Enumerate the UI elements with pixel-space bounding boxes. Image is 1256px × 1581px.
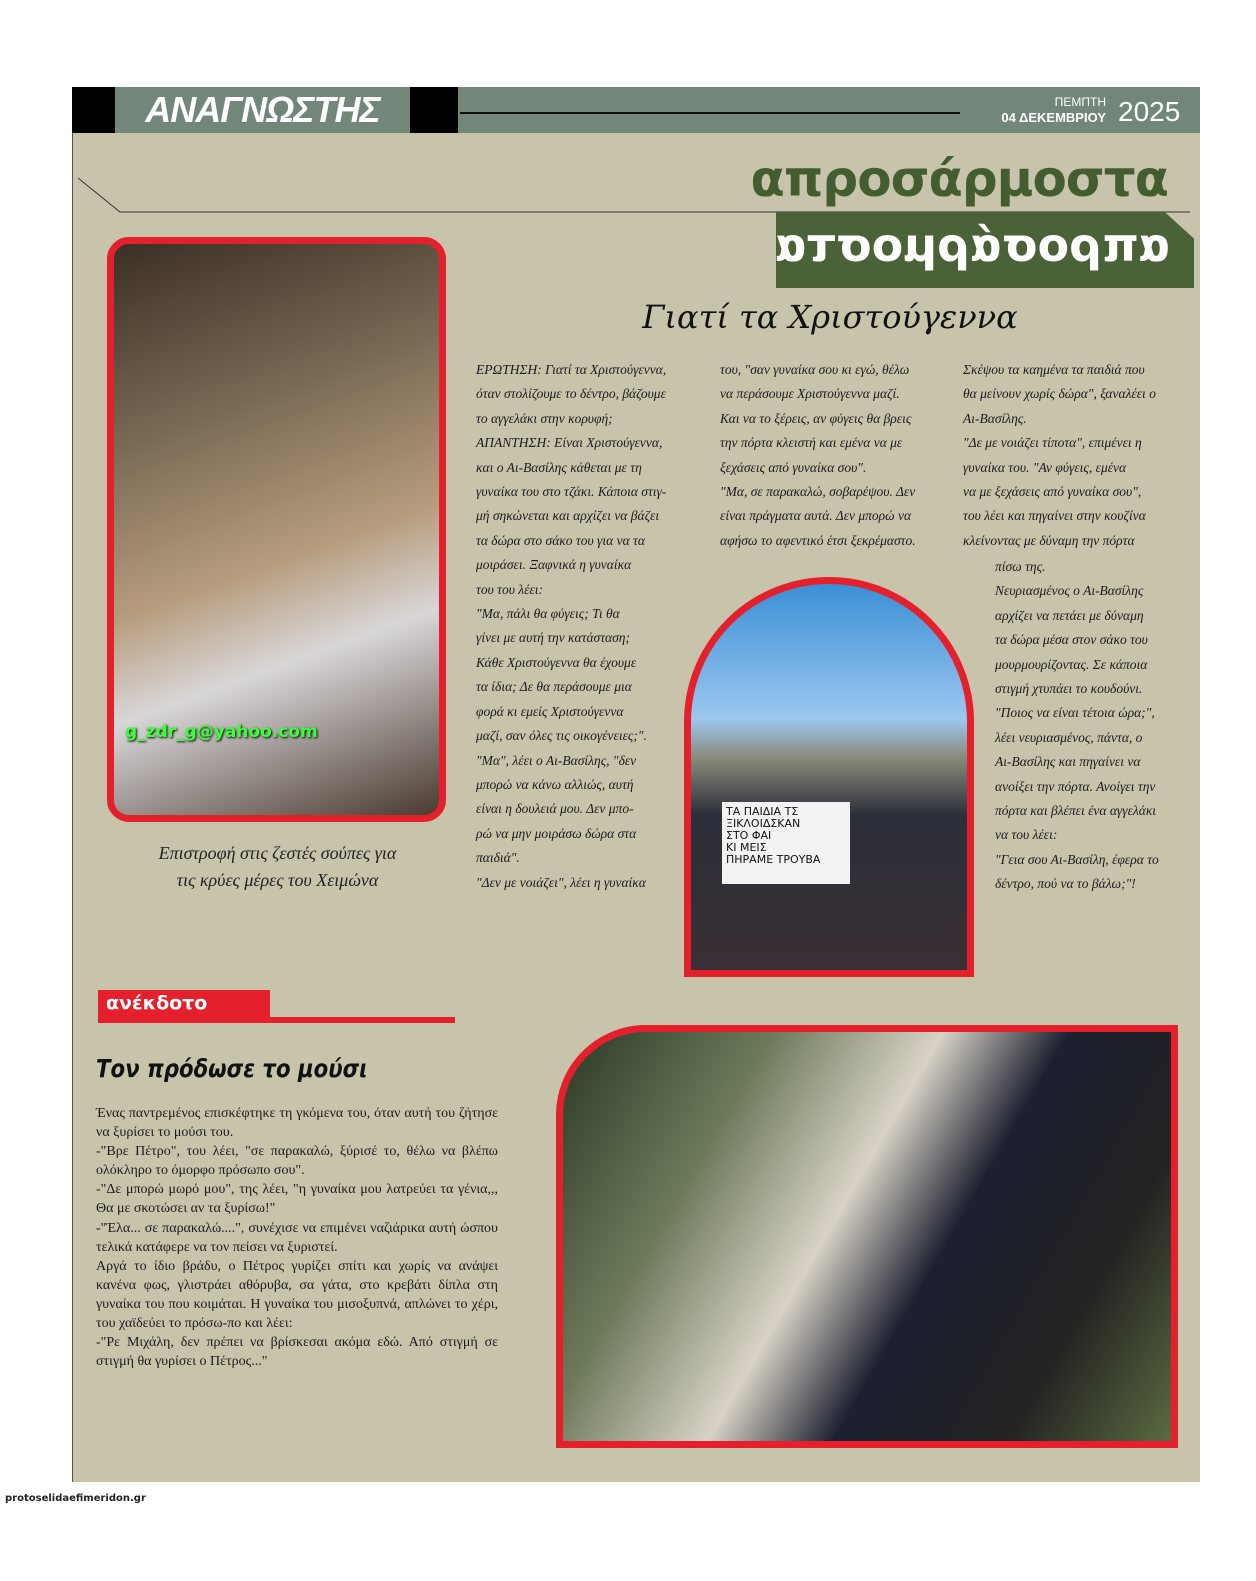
header-block-left xyxy=(72,87,115,133)
header-divider xyxy=(460,112,960,114)
joke-paragraph: -"Δε μπορώ μωρό μου", της λέει, "η γυναίκα μου λατρεύει τα γένια,,, Θα με σκοτώσει αν τα ξυρίσω!" xyxy=(96,1182,498,1217)
article-column-2: του, "σαν γυναίκα σου κι εγώ, θέλω να περάσουμε Χριστούγεννα μαζί. Και να το ξέρεις, αν φύγεις θα βρεις την πόρτα κλειστή και εμένα να με ξεχάσεις από γυναίκα σου". "Μα, σε παρακαλώ, σοβαρέψου. Δεν είναι πράγματα αυτά. Δεν μπορώ να αφήσω το αφεντικό έτσι ξεκρέμαστο. xyxy=(720,362,916,548)
joke-section-tab: ανέκδοτο xyxy=(98,990,270,1020)
joke-paragraph: Αργά το ίδιο βράδυ, ο Πέτρος γυρίζει σπίτι και χωρίς να ανάψει κανένα φως, γλιστράει αθόρυβα, σα γάτα, στο κρεβάτι δίπλα στη γυναίκα του που κοιμάται. Η γυναίκα του μισοξυπνά, απλώνει το χέρι, του χαϊδεύει το πρόσω-πο και λέει: xyxy=(96,1258,498,1332)
joke-paragraph: Ένας παντρεμένος επισκέφτηκε τη γκόμενα του, όταν αυτή του ζήτησε να ξυρίσει το μούσι του. xyxy=(96,1106,498,1141)
site-watermark: protoselidaefimeridon.gr xyxy=(5,1493,146,1504)
header-date: 04 ΔΕΚΕΜΒΡΙΟΥ xyxy=(1001,110,1106,125)
photo-protester xyxy=(684,577,974,977)
article-column-3-cont: πίσω της. Νευριασμένος ο Αι-Βασίλης αρχίζει να πετάει με δύναμη τα δώρα μέσα στον σάκο του μουρμουρίζοντας. Σε κάποια στιγμή χτυπάει το κουδούνι. "Ποιος να είναι τέτοια ώρα;", λέει νευριασμένος, πάντα, ο Αι-Βασίλης και πηγαίνει να ανοίξει την πόρτα. Ανοίγει την πόρτα και βλέπει ένα αγγελάκι να του λέει: "Γεια σου Αι-Βασίλη, έφερα το δέντρο, πού να το βάλω;"! xyxy=(995,559,1159,892)
joke-paragraph: -"Βρε Πέτρο", του λέει, "σε παρακαλώ, ξύρισέ το, θέλω να βλέπω ολόκληρο το όμορφο πρόσωπο σου". xyxy=(96,1144,498,1179)
article-column-3: Σκέψου τα καημένα τα παιδιά που θα μείνουν χωρίς δώρα", ξαναλέει ο Αι-Βασίλης. "Δε με νοιάζει τίποτα", επιμένει η γυναίκα του. "Αν φύγεις, εμένα να με ξεχάσεις από γυναίκα σου", του λέει και πηγαίνει στην κουζίνα κλείνοντας με δύναμη την πόρτα xyxy=(963,362,1156,548)
photo-watermark: g_zdr_g@yahoo.com xyxy=(125,722,318,742)
joke-body xyxy=(96,1104,498,1371)
joke-paragraph: -"Ρε Μιχάλη, δεν πρέπει να βρίσκεσαι ακόμα εδώ. Από στιγμή σε στιγμή θα γυρίσει ο Πέτρος..." xyxy=(96,1335,498,1370)
section-kicker: απροσάρμοστα xyxy=(750,150,1168,208)
photo-caption: Επιστροφή στις ζεστές σούπες για τις κρύες μέρες του Χειμώνα xyxy=(158,843,397,890)
section-brand: ΑΝΑΓΝΩΣΤΗΣ xyxy=(145,89,380,130)
header-day: ΠΕΜΠΤΗ xyxy=(1054,95,1106,109)
header-block-right xyxy=(410,87,458,133)
joke-paragraph: -"Έλα... σε παρακαλώ....", συνέχισε να επιμένει ναζιάρικα αυτή ώσπου τελικά κατάφερε να τον πείσει να ξυριστεί. xyxy=(96,1220,498,1255)
joke-title: Τον πρόδωσε το μούσι xyxy=(96,1054,368,1083)
section-kicker-mirrored: απροσάρμοστα xyxy=(774,218,1170,272)
article-title: Γιατί τα Χριστούγεννα xyxy=(642,298,1018,336)
header-year: 2025 xyxy=(1118,96,1181,127)
photo-turkey-pardon xyxy=(556,1025,1178,1448)
article-column-1: ΕΡΩΤΗΣΗ: Γιατί τα Χριστούγεννα, όταν στολίζουμε το δέντρο, βάζουμε το αγγελάκι στην κορυφή; ΑΠΑΝΤΗΣΗ: Είναι Χριστούγεννα, και ο Αι-Βασίλης κάθεται με τη γυναίκα του στο τζάκι. Κάποια στιγ- μή σηκώνεται και αρχίζει να βάζει τα δώρα στο σάκο του για να τα μοιράσει. Ξαφνικά η γυναίκα του του λέει: "Μα, πάλι θα φύγεις; Τι θα γίνει με αυτή την κατάσταση; Κάθε Χριστούγεννα θα έχουμε τα ίδια; Δε θα περάσουμε μια φορά κι εμείς Χριστούγεννα μαζί, σαν όλες τις οικογένειες;". "Μα", λέει ο Αι-Βασίλης, "δεν μπορώ να κάνω αλλιώς, αυτή είναι η δουλειά μου. Δεν μπο- ρώ να μην μοιράσω δώρα στα παιδιά". "Δεν με νοιάζει", λέει η γυναίκα xyxy=(476,362,667,890)
protest-sign: ΤΑ ΠΑΙΔΙΑ ΤΣ ΞΙΚΛΟΙΔΣΚΑΝ ΣΤΟ ΦΑΙ ΚΙ ΜΕΙΣ ΠΗΡΑΜΕ ΤΡΟΥΒΑ xyxy=(722,802,850,884)
